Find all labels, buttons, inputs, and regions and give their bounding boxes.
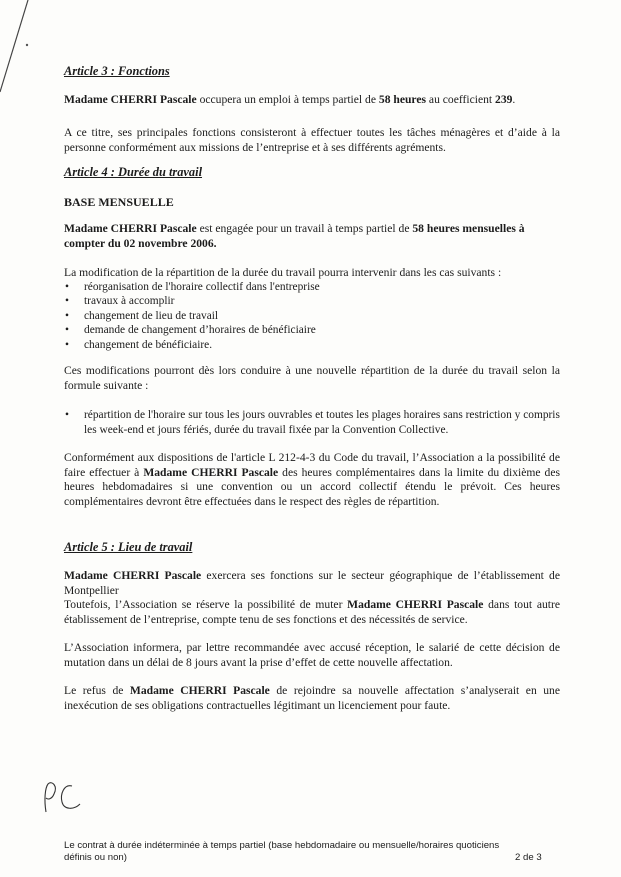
article-5-paragraph-3: L’Association informera, par lettre recommandée avec accusé réception, le salarié de cette décision de mutation dans un délai de 8 jours avant la prise d’effet de cette nouvelle affectation. bbox=[64, 641, 560, 669]
article-5-paragraph-1: Madame CHERRI Pascale exercera ses fonctions sur le secteur géographique de l’établissement de Montpellier bbox=[64, 569, 560, 597]
article-4-paragraph-2: La modification de la répartition de la durée du travail pourra intervenir dans les cas suivants : bbox=[64, 266, 502, 279]
article-4-paragraph-3: Ces modifications pourront dès lors conduire à une nouvelle répartition de la durée du travail selon la formule suivante : bbox=[64, 364, 560, 392]
page-number: 2 de 3 bbox=[515, 852, 542, 863]
list-item: • travaux à accomplir bbox=[64, 294, 560, 308]
article-3-heading: Article 3 : Fonctions bbox=[64, 64, 170, 78]
repartition-formula-item: • répartition de l'horaire sur tous les jours ouvrables et toutes les plages horaires sans restriction y compris les week-end et jours fériés, durée du travail fixée par la Convention Collective. bbox=[65, 409, 560, 436]
article-3-paragraph-1: Madame CHERRI Pascale occupera un emploi à temps partiel de 58 heures au coefficient 239. bbox=[64, 93, 516, 106]
article-4-paragraph-1: Madame CHERRI Pascale est engagée pour un travail à temps partiel de 58 heures mensuelles à compter du 02 novembre 2006. bbox=[64, 222, 525, 250]
article-4-paragraph-4: Conformément aux dispositions de l'article L 212-4-3 du Code du travail, l’Association a la possibilité de faire effectuer à Madame CHERRI Pascale des heures complémentaires dans la limite du dixième des heures hebdomadaires si une convention ou un accord collectif étendu le prévoit. Ces heures complémentaires devront être effectuées dans le respect des règles de répartition. bbox=[64, 451, 560, 508]
article-4-heading: Article 4 : Durée du travail bbox=[64, 165, 203, 179]
list-item: • demande de changement d’horaires de bénéficiaire bbox=[64, 323, 560, 337]
list-item: • changement de bénéficiaire. bbox=[64, 338, 560, 352]
footer-text: Le contrat à durée indéterminée à temps partiel (base hebdomadaire ou mensuelle/horaires quoticiens définis ou non) bbox=[64, 840, 500, 863]
base-mensuelle-heading: BASE MENSUELLE bbox=[64, 195, 174, 209]
article-5-paragraph-4: Le refus de Madame CHERRI Pascale de rejoindre sa nouvelle affectation s’analyserait en une inexécution de ses obligations contractuelles légitimant un licenciement pour faute. bbox=[64, 684, 561, 712]
article-5-heading: Article 5 : Lieu de travail bbox=[64, 540, 193, 554]
folded-corner-mark bbox=[0, 0, 30, 100]
list-item: • changement de lieu de travail bbox=[64, 309, 560, 323]
modification-cases-list bbox=[64, 280, 560, 352]
article-3-paragraph-2: A ce titre, ses principales fonctions consisteront à effectuer toutes les tâches ménagères et d’aide à la personne conformément aux missions de l’entreprise et à ses différents agréments. bbox=[64, 126, 560, 154]
article-5-paragraph-2: Toutefois, l’Association se réserve la possibilité de muter Madame CHERRI Pascale dans tout autre établissement de l’entreprise, compte tenu de ses fonctions et des nécessités de service. bbox=[64, 598, 560, 626]
bullet-icon: • bbox=[65, 409, 69, 421]
list-item: • réorganisation de l'horaire collectif dans l'entreprise bbox=[64, 280, 560, 294]
handwritten-initials bbox=[40, 778, 90, 816]
